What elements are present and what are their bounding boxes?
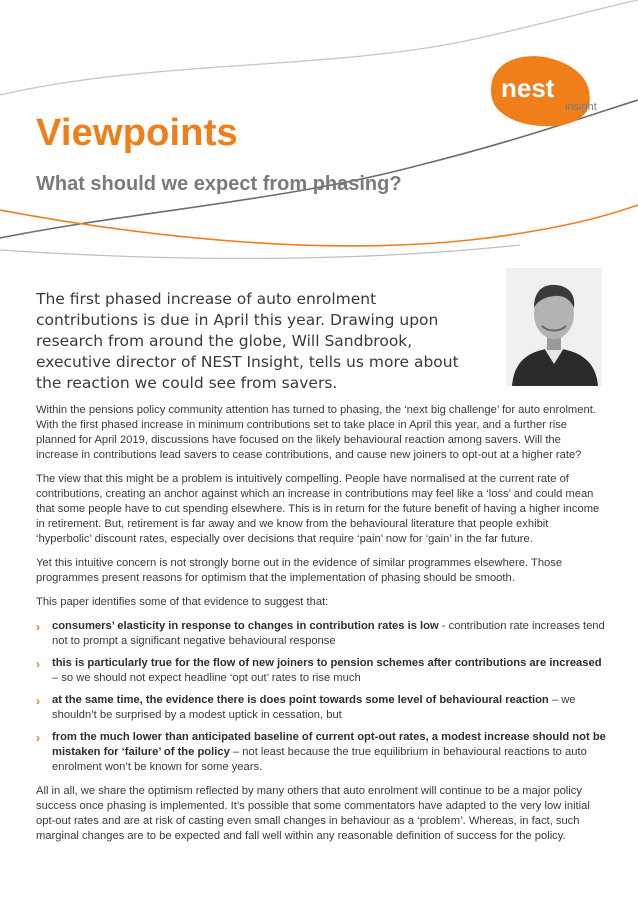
logo-sub-text: insight: [565, 101, 597, 113]
bullet-text: – not least because the true equilibrium in behavioural reactions to auto enrolment won’t be known for some years.: [52, 746, 587, 773]
bullet-text: - contribution rate increases tend not to prompt a significant negative behavioural response: [52, 620, 605, 647]
bullet-item: [36, 693, 606, 723]
bullet-item: [36, 730, 606, 775]
intro-paragraph: The first phased increase of auto enrolment contributions is due in April this year. Drawing upon research from around the globe, Will Sandbrook, executive director of NEST Insight, tells us more about the reaction we could see from savers.: [36, 290, 459, 392]
bullet-item: [36, 656, 606, 686]
bullet-text: – we shouldn’t be surprised by a modest uptick in cessation, but: [52, 694, 576, 721]
author-portrait-photo: [506, 268, 602, 386]
bullet-item: [36, 619, 606, 649]
article-body: [36, 403, 606, 853]
chevron-right-icon: ›: [36, 620, 40, 634]
bullet-bold-text: this is particularly true for the flow of new joiners to pension schemes after contributions are increased: [52, 657, 602, 669]
body-paragraph: This paper identifies some of that evidence to suggest that:: [36, 596, 329, 608]
chevron-right-icon: ›: [36, 694, 40, 708]
chevron-right-icon: ›: [36, 731, 40, 745]
page-subtitle: What should we expect from phasing?: [36, 173, 402, 195]
evidence-bullet-list: [36, 619, 606, 775]
bullet-text: – so we should not expect headline ‘opt out’ rates to rise much: [52, 672, 361, 684]
body-paragraph: Within the pensions policy community attention has turned to phasing, the ‘next big challenge’ for auto enrolment. With the first phased increase in minimum contributions set to take place in April this year, and a further rise planned for April 2019, discussions have focused on the likely behavioural reaction among savers. Will the increase in contributions lead savers to cease contributions, and cause new joiners to opt-out at a higher rate?: [36, 404, 596, 461]
body-paragraph: Yet this intuitive concern is not strongly borne out in the evidence of similar programmes elsewhere. Those programmes present reasons for optimism that the implementation of phasing should be smooth.: [36, 557, 563, 584]
logo-brand-text: nest: [501, 73, 555, 103]
bullet-bold-text: consumers’ elasticity in response to changes in contribution rates is low: [52, 620, 439, 632]
bullet-bold-text: at the same time, the evidence there is does point towards some level of behavioural reaction: [52, 694, 549, 706]
bullet-bold-text: from the much lower than anticipated baseline of current opt-out rates, a modest increase should not be mistaken for ‘failure’ of the policy: [52, 731, 606, 758]
chevron-right-icon: ›: [36, 657, 40, 671]
body-paragraph: The view that this might be a problem is intuitively compelling. People have normalised at the current rate of contributions, creating an anchor against which an increase in contributions may feel like a ‘loss’ and could mean that some people have to cut spending elsewhere. This is in return for the future benefit of having a higher income in retirement. But, retirement is far away and we know from the behavioural literature that people exhibit ‘hyperbolic’ discount rates, especially over decisions that require ‘pain’ now for ‘gain’ in the far future.: [36, 473, 600, 545]
closing-paragraph: All in all, we share the optimism reflected by many others that auto enrolment will continue to be a major policy success once phasing is implemented. It’s possible that some commentators have adapted to the very low initial opt-out rates and are at risk of casting even small changes in behaviour as a ‘problem’. Whereas, in fact, such marginal changes are to be expected and fall well within any reasonable definition of success for the policy.: [36, 785, 590, 842]
nest-insight-logo: [489, 50, 599, 130]
page-title: Viewpoints: [36, 112, 238, 154]
